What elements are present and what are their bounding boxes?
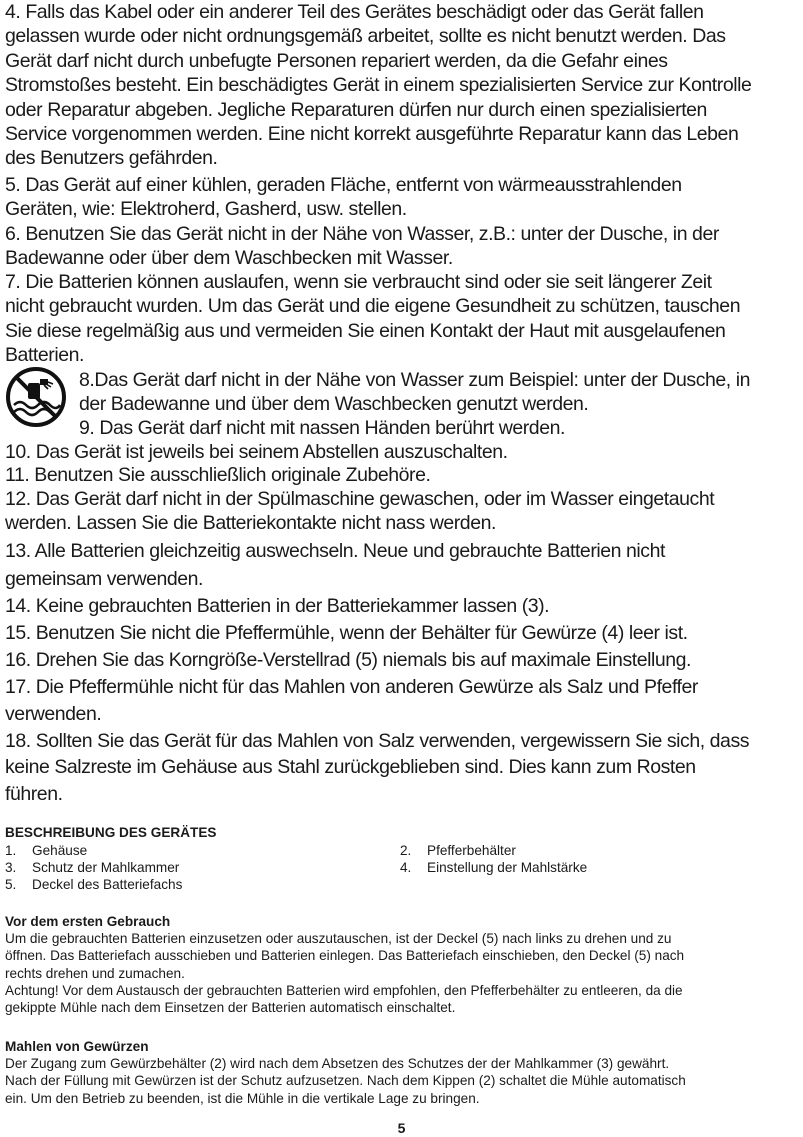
part-item	[400, 859, 795, 876]
warning-item-7	[5, 270, 800, 368]
text-line: 11. Benutzen Sie ausschließlich originale Zubehöre.	[5, 464, 431, 486]
text-line: 17. Die Pfeffermühle nicht für das Mahlen von anderen Gewürze als Salz und Pfeffer	[5, 676, 698, 698]
warning-item-15	[5, 621, 800, 645]
part-item	[400, 842, 795, 859]
part-number: 2.	[400, 843, 412, 858]
text-line: 5. Das Gerät auf einer kühlen, geraden Fläche, entfernt von wärmeausstrahlenden	[5, 174, 682, 196]
warning-item-10	[5, 440, 800, 464]
parts-row	[5, 876, 800, 893]
part-label: Schutz der Mahlkammer	[32, 860, 180, 875]
text-line: 14. Keine gebrauchten Batterien in der Batteriekammer lassen (3).	[5, 595, 550, 617]
part-label: Pfefferbehälter	[427, 843, 516, 858]
text-line: 12. Das Gerät darf nicht in der Spülmaschine gewaschen, oder im Wasser eingetaucht	[5, 488, 715, 510]
warning-item-16	[5, 648, 800, 672]
text-line: 15. Benutzen Sie nicht die Pfeffermühle, wenn der Behälter für Gewürze (4) leer ist.	[5, 622, 688, 644]
text-line: Achtung! Vor dem Austausch der gebrauchten Batterien wird empfohlen, den Pfefferbehälter zu entleeren, da die	[5, 982, 683, 998]
text-line: 9. Das Gerät darf nicht mit nassen Händen berührt werden.	[79, 417, 565, 439]
part-item	[5, 859, 400, 876]
text-line: gekippte Mühle nach dem Einsetzen der Batterien automatisch einschaltet.	[5, 1000, 456, 1016]
section-heading-first-use: Vor dem ersten Gebrauch	[5, 914, 171, 929]
text-line: 7. Die Batterien können auslaufen, wenn sie verbraucht sind oder sie seit längerer Zeit	[5, 271, 712, 293]
part-item	[5, 876, 400, 893]
part-number: 3.	[5, 860, 17, 875]
page-number: 5	[397, 1120, 406, 1136]
warning-item-8	[5, 368, 803, 417]
text-line: Badewanne oder über dem Waschbecken mit Wasser.	[5, 247, 453, 270]
warning-item-6	[5, 222, 800, 271]
text-line: Batterien.	[5, 344, 84, 367]
text-line: 13. Alle Batterien gleichzeitig auswechseln. Neue und gebrauchte Batterien nicht	[5, 540, 665, 562]
text-line: Gerät darf nicht durch unbefugte Personen repariert werden, da die Gefahr eines	[5, 49, 668, 72]
parts-list	[5, 842, 800, 893]
text-line: führen.	[5, 782, 63, 805]
section-heading-description	[5, 824, 800, 841]
part-item	[5, 842, 400, 859]
text-line: des Benutzers gefährden.	[5, 147, 218, 170]
part-label: Einstellung der Mahlstärke	[427, 860, 588, 875]
text-line: 16. Drehen Sie das Korngröße-Verstellrad (5) niemals bis auf maximale Einstellung.	[5, 649, 692, 671]
warning-item-18	[5, 729, 800, 806]
text-line: 6. Benutzen Sie das Gerät nicht in der Nähe von Wasser, z.B.: unter der Dusche, in der	[5, 223, 719, 245]
text-line: 18. Sollten Sie das Gerät für das Mahlen von Salz verwenden, vergewissern Sie sich, dass	[5, 730, 750, 752]
text-line: keine Salzreste im Gehäuse aus Stahl zurückgeblieben sind. Dies kann zum Rosten	[5, 756, 696, 779]
text-line: verwenden.	[5, 703, 102, 726]
text-line: Sie diese regelmäßig aus und vermeiden Sie einen Kontakt der Haut mit ausgelaufenen	[5, 319, 726, 342]
text-line: 10. Das Gerät ist jeweils bei seinem Abstellen auszuschalten.	[5, 441, 508, 463]
warning-item-11	[5, 463, 800, 487]
warning-item-5	[5, 173, 800, 222]
parts-row	[5, 859, 800, 876]
text-line: oder Reparatur abgeben. Jegliche Reparaturen dürfen nur durch einen spezialisierten	[5, 98, 707, 121]
part-number: 1.	[5, 843, 17, 858]
warning-item-9	[5, 416, 803, 440]
text-line: gelassen wurde oder nicht ordnungsgemäß arbeitet, sollte es nicht benutzt werden. Das	[5, 25, 726, 48]
text-line: Geräten, wie: Elektroherd, Gasherd, usw. stellen.	[5, 198, 407, 221]
text-line: rechts drehen und zumachen.	[5, 965, 185, 981]
warning-item-17	[5, 675, 800, 727]
text-line: der Badewanne und über dem Waschbecken genutzt werden.	[79, 393, 589, 416]
warning-item-14	[5, 594, 800, 618]
text-line: ein. Um den Betrieb zu beenden, ist die Mühle in die vertikale Lage zu bringen.	[5, 1090, 480, 1106]
section-heading-grinding: Mahlen von Gewürzen	[5, 1039, 149, 1054]
text-line: 4. Falls das Kabel oder ein anderer Teil des Gerätes beschädigt oder das Gerät fallen	[5, 1, 704, 23]
text-line: 8.Das Gerät darf nicht in der Nähe von Wasser zum Beispiel: unter der Dusche, in	[79, 369, 751, 391]
text-line: Um die gebrauchten Batterien einzusetzen oder auszutauschen, ist der Deckel (5) nach links zu drehen und zu	[5, 931, 672, 947]
text-line: werden. Lassen Sie die Batteriekontakte nicht nass werden.	[5, 512, 496, 535]
part-number: 5.	[5, 877, 17, 892]
text-line: öffnen. Das Batteriefach ausschieben und Batterien einlegen. Das Batteriefach einschieben, den Deckel (5) nach	[5, 948, 685, 964]
section-grinding	[5, 1038, 800, 1107]
text-line: nicht gebraucht wurden. Um das Gerät und die eigene Gesundheit zu schützen, tauschen	[5, 295, 741, 318]
parts-row	[5, 842, 800, 859]
text-line: Stromstoßes besteht. Ein beschädigtes Gerät in einem spezialisierten Service zur Kontrolle	[5, 74, 752, 97]
text-line: Service vorgenommen werden. Eine nicht korrekt ausgeführte Reparatur kann das Leben	[5, 123, 739, 146]
heading-text: BESCHREIBUNG DES GERÄTES	[5, 825, 217, 840]
section-first-use	[5, 913, 800, 1016]
text-line: gemeinsam verwenden.	[5, 568, 204, 591]
warning-item-12	[5, 487, 800, 536]
warning-item-4	[5, 0, 800, 171]
part-label: Deckel des Batteriefachs	[32, 877, 183, 892]
warning-item-13	[5, 539, 800, 592]
part-label: Gehäuse	[32, 843, 88, 858]
part-number: 4.	[400, 860, 412, 875]
text-line: Der Zugang zum Gewürzbehälter (2) wird nach dem Absetzen des Schutzes der der Mahlkammer (3) gewährt.	[5, 1056, 670, 1072]
text-line: Nach der Füllung mit Gewürzen ist der Schutz aufzusetzen. Nach dem Kippen (2) schaltet die Mühle automatisch	[5, 1073, 686, 1089]
